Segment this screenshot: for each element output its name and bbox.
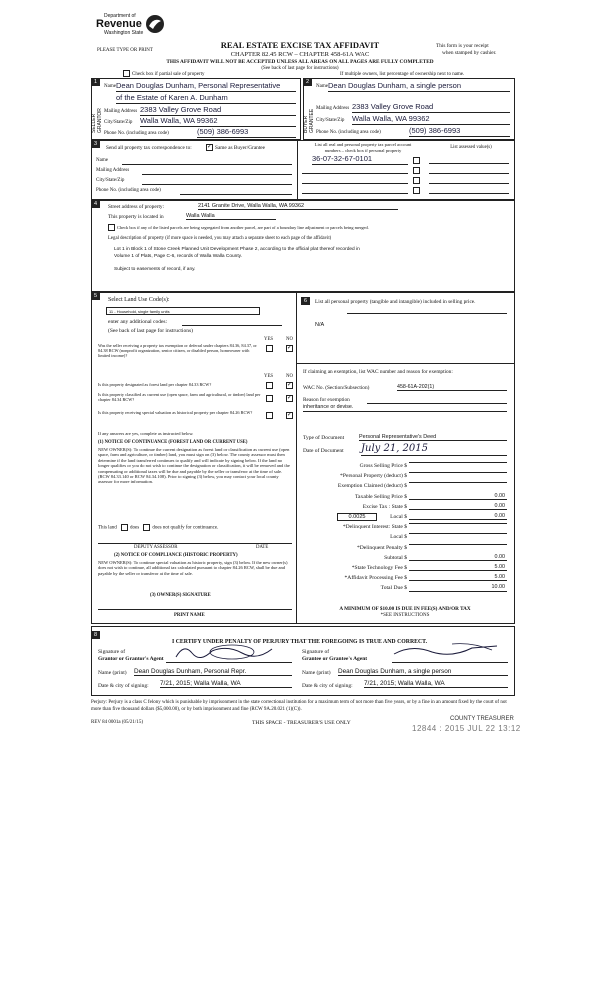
corr-mailing-label: Mailing Address (96, 168, 130, 173)
tax-row-value[interactable] (409, 462, 507, 463)
deputy-line[interactable] (98, 543, 292, 544)
tax-row-label: Gross Selling Price $ (359, 463, 407, 469)
corr-mailing-line[interactable] (142, 174, 292, 175)
local-rate-box[interactable]: 0.0025 (337, 513, 377, 521)
seller-name[interactable]: Dean Douglas Dunham, Personal Representative (116, 82, 296, 92)
owner-signature-label: (3) OWNER(S) SIGNATURE (150, 593, 211, 598)
logo-state: Washington State (104, 30, 144, 36)
grantor-sig-label: Signature of (98, 649, 126, 655)
seller-city-label: City/State/Zip (104, 120, 133, 125)
does-not-label: does not qualify for continuance. (152, 525, 219, 531)
buyer-name-label: Name (316, 84, 328, 89)
q1-no-checkbox[interactable]: ✓ (287, 345, 293, 351)
partial-sale-checkbox-row[interactable] (123, 70, 204, 78)
multiple-owners-note: If multiple owners, list percentage of ownership next to name. (340, 72, 465, 77)
grantee-date-label: Date & city of signing: (302, 683, 353, 689)
q2-yes-checkbox[interactable] (266, 382, 273, 389)
tax-row-value[interactable] (409, 533, 507, 534)
continuance-title: (1) NOTICE OF CONTINUANCE (FOREST LAND OR CURRENT USE) (98, 440, 248, 445)
assessed-header: List assessed value(s) (450, 145, 492, 150)
exemption-label: If claiming an exemption, list WAC number and reason for exemption: (303, 369, 453, 375)
section-2-number: 2 (303, 78, 312, 86)
buyer-phone-label: Phone No. (including area code) (316, 130, 381, 135)
tax-row-value[interactable]: 5.00 (409, 564, 507, 571)
tax-row-value[interactable] (409, 482, 507, 483)
see-instructions: *SEE INSTRUCTIONS (380, 613, 430, 618)
segregated-label: Check box if any of the listed parcels are being segregated from another parcel, are part of a boundary line adjustment or parcels being merged. (117, 224, 369, 230)
corr-name-label: Name (96, 158, 108, 163)
tax-row-label: Total Due $ (380, 585, 407, 592)
parcel-header-2: numbers – check box if personal property (324, 148, 402, 153)
buyer-phone[interactable]: (509) 386-6993 (409, 127, 510, 137)
grantee-signature-icon[interactable] (392, 640, 502, 662)
buyer-mailing[interactable]: 2383 Valley Grove Road (352, 103, 510, 113)
seller-name-label: Name (104, 84, 116, 89)
legal-1: Lot 1 in Block 1 of Stone Creek Planned Unit Development Phase 2, according to the official plat thereof recorded in (114, 247, 360, 252)
additional-codes-line[interactable] (182, 325, 282, 326)
treasurer-use: THIS SPACE - TREASURER'S USE ONLY (252, 720, 351, 726)
assessed-line-2[interactable] (429, 173, 509, 174)
q2-text: Is this property designated as forest land per chapter 84.33 RCW? (98, 382, 212, 387)
parcel-line-4[interactable] (302, 193, 408, 194)
parcel-3-checkbox[interactable] (413, 177, 420, 184)
land-use-see-back: (See back of last page for instructions) (108, 328, 193, 334)
this-land-label: This land (98, 525, 117, 531)
q2-no-checkbox[interactable]: ✓ (287, 382, 293, 388)
tax-row-label: Local $ (390, 534, 407, 541)
seller-mailing-label: Mailing Address (104, 109, 138, 114)
q3-yes-checkbox[interactable] (266, 395, 273, 402)
certify-text: I CERTIFY UNDER PENALTY OF PERJURY THAT THE FOREGOING IS TRUE AND CORRECT. (172, 639, 428, 645)
tax-row-value[interactable]: 0.00 (409, 554, 507, 561)
cashier-stamp: 12844 : 2015 JUL 22 13:12 (412, 724, 521, 733)
street-address[interactable]: 2141 Granite Drive, Walla Walla, WA 99362 (198, 203, 398, 210)
tax-row-value[interactable]: 0.00 (409, 493, 507, 500)
correspondence-label: Send all property tax correspondence to: (106, 145, 192, 151)
historic-title: (2) NOTICE OF COMPLIANCE (HISTORIC PROPERTY) (114, 553, 238, 558)
segregated-row[interactable] (108, 224, 369, 232)
tax-row-label: Exemption Claimed (deduct) $ (337, 483, 407, 490)
this-land-row (98, 524, 218, 531)
wac-label: WAC No. (Section/Subsection) (303, 385, 370, 391)
yes-header-1: YES (264, 337, 274, 342)
grantor-date[interactable]: 7/21, 2015; Walla Walla, WA (160, 680, 292, 688)
grantee-name-label: Name (print) (302, 670, 331, 676)
tax-row-value[interactable]: 5.00 (409, 574, 507, 581)
parcel-number[interactable]: 36-07-32-67-0101 (312, 155, 408, 165)
buyer-section (303, 78, 515, 140)
tax-row-label: *Affidavit Processing Fee $ (344, 575, 407, 582)
doc-date-label: Date of Document (303, 448, 344, 454)
section-4-number: 4 (91, 200, 100, 208)
reason-line[interactable] (367, 403, 507, 404)
doc-type-label: Type of Document (303, 435, 345, 441)
tax-row-value[interactable] (409, 523, 507, 524)
grantor-sig-line[interactable] (166, 662, 292, 663)
section-6-divider (297, 363, 514, 364)
no-header-2: NO (286, 374, 293, 379)
if-yes-note: If any answers are yes, complete as instructed below. (98, 431, 194, 436)
tax-row-value[interactable]: 0.00 (409, 513, 507, 520)
grantor-signature-icon[interactable] (172, 641, 282, 663)
section-1-number: 1 (91, 78, 100, 86)
corr-city-label: City/State/Zip (96, 178, 125, 183)
receipt-note-1: This form is your receipt (436, 43, 489, 49)
personal-property-value[interactable]: N/A (315, 322, 325, 328)
grantor-name-label: Name (print) (98, 670, 127, 676)
form-notice: THIS AFFIDAVIT WILL NOT BE ACCEPTED UNLESS ALL AREAS ON ALL PAGES ARE FULLY COMPLETED (166, 59, 434, 65)
doc-date[interactable]: July 21, 2015 (361, 443, 507, 456)
parcel-line-2[interactable] (302, 173, 408, 174)
wac-number[interactable]: 458-61A-202(1) (397, 384, 507, 391)
tax-row-value[interactable] (409, 472, 507, 473)
form-title: REAL ESTATE EXCISE TAX AFFIDAVIT (220, 40, 380, 50)
tax-row-label: Subtotal $ (384, 554, 407, 561)
corr-name-line[interactable] (122, 164, 292, 165)
corr-phone-line[interactable] (180, 194, 292, 195)
print-name-label: PRINT NAME (174, 613, 205, 618)
personal-property-section (297, 292, 515, 624)
reason-line-2[interactable] (303, 411, 507, 412)
buyer-city[interactable]: Walla Walla, WA 99362 (352, 115, 510, 125)
receipt-note-2: when stamped by cashier. (442, 50, 497, 56)
easements: Subject to easements of record, if any. (114, 267, 196, 272)
logo-mark-icon (144, 14, 166, 34)
county-treasurer: COUNTY TREASURER (450, 716, 514, 722)
q4-text: Is this property receiving special valuation as historical property per chapter 84.26 RCW? (98, 410, 253, 415)
buyer-city-label: City/State/Zip (316, 118, 345, 123)
deputy-label: DEPUTY ASSESSOR (134, 545, 178, 550)
additional-codes-label: enter any additional codes: (108, 319, 168, 325)
tax-row-label: Taxable Selling Price $ (355, 493, 407, 500)
personal-property-label: List all personal property (tangible and intangible) included in selling price. (315, 299, 476, 305)
rev-number: REV 84 0001a (05/21/15) (91, 720, 143, 725)
tax-row-label: *Personal Property (deduct) $ (340, 473, 407, 480)
assessed-line-3[interactable] (429, 183, 509, 184)
parcel-4-checkbox[interactable] (413, 187, 420, 194)
grantee-name[interactable]: Dean Douglas Dunham, a single person (338, 668, 508, 676)
property-section (91, 200, 515, 292)
seller-section (91, 78, 301, 140)
seller-side-label: SELLER GRANTOR (91, 108, 103, 133)
tax-table (297, 459, 513, 599)
same-as-buyer-row[interactable] (206, 144, 265, 152)
partial-sale-label: Check box if partial sale of property (132, 71, 205, 77)
corr-city-line[interactable] (142, 184, 292, 185)
seller-phone-label: Phone No. (including area code) (104, 131, 169, 136)
q1-text: Was the seller receiving a property tax exemption or deferral under chapters 84.36, 84.37, or 84.38 RCW (nonprofit organization, senior citizen, or disabled person, homeowner with limited income)? (98, 343, 257, 358)
exemption-reason[interactable]: inheritance or devise. (303, 404, 354, 410)
tax-row-label: Local $ (390, 514, 407, 520)
grantee-sig-label: Signature of (302, 649, 330, 655)
same-as-buyer-label: Same as Buyer/Grantee (215, 144, 266, 151)
parcel-header-1: List all real and personal property tax parcel account (314, 142, 412, 147)
section-5-number: 5 (91, 292, 100, 300)
perjury-text: Perjury: Perjury is a class C felony which is punishable by imprisonment in the state correctional institution for a maximum term of not more than five years, or by a fine in an amount fixed by the court of not more than five thousand dollars ($5,000.00), or by both imprisonment and fine (RCW 9A.20.021 (1)(C)). (91, 700, 507, 712)
personal-property-line[interactable] (347, 313, 507, 314)
located-county[interactable]: Walla Walla (186, 213, 276, 220)
form-chapter: CHAPTER 82.45 RCW – CHAPTER 458-61A WAC (230, 51, 370, 58)
tax-row-value[interactable]: 10.00 (409, 584, 507, 591)
seller-mailing[interactable]: 2383 Valley Grove Road (140, 106, 296, 116)
q3-text: Is this property classified as current use (open space, farm and agricultural, or timber) land per chapter 84.34 RCW? (98, 392, 261, 402)
yes-header-2: YES (264, 374, 274, 379)
segregated-checkbox[interactable] (108, 224, 115, 231)
same-as-buyer-checkbox[interactable]: ✓ (207, 144, 213, 150)
legal-2: Volume 1 of Plats, Page C-6, records of Walla Walla County. (114, 254, 243, 259)
reason-label: Reason for exemption (303, 397, 350, 403)
parcel-1-checkbox[interactable] (413, 157, 420, 164)
logo-dept: Department of (104, 13, 136, 19)
buyer-mailing-label: Mailing Address (316, 106, 350, 111)
tax-row-label: *Delinquent Penalty $ (356, 544, 407, 551)
doc-type[interactable]: Personal Representative's Deed (359, 434, 507, 441)
please-type: PLEASE TYPE OR PRINT (97, 48, 153, 53)
historic-text: NEW OWNER(S): To continue special valuation as historic property, sign (3) below. If the new owner(s) does not wish to continue, all additional tax calculated pursuant to chapter 84.26 RCW, shall be due and payable by the seller or transferor at the time of sale. (98, 560, 288, 576)
located-label: This property is located in (108, 214, 164, 220)
deputy-date-label: DATE (256, 545, 269, 550)
seller-phone[interactable]: (509) 386-6993 (197, 128, 296, 138)
assessed-line-1[interactable] (429, 163, 509, 164)
no-header-1: NO (286, 337, 293, 342)
does-checkbox[interactable] (121, 524, 128, 531)
legal-label: Legal description of property (if more space is needed, you may attach a separate sheet to each page of the affidavit) (108, 236, 332, 241)
section-3-number: 3 (91, 140, 100, 148)
logo-revenue: Revenue (96, 18, 142, 30)
tax-row-label: *Delinquent Interest: State $ (342, 524, 407, 531)
section-6-number: 6 (301, 297, 310, 305)
owner-signature-line[interactable] (98, 609, 292, 610)
parcel-2-checkbox[interactable] (413, 167, 420, 174)
grantee-agent-label: Grantee or Grantee's Agent (302, 656, 368, 662)
continuance-text: NEW OWNER(S): To continue the current designation as forest land or classification as current use (open space, farm and agriculture, or timber) land, you must sign on (3) below. The county assessor must then determine if the land transferred continues to qualify and will indicate by signing below. If the land no longer qualifies or you do not wish to continue the designation or classification, it will be removed and the compensating or additional taxes will be due and payable by the seller or transferor at the time of sale. (RCW 84.33.140 or RCW 84.34.108). Prior to signing (3) below, you may contact your local county assessor for more information. (98, 447, 290, 485)
does-label: does (130, 525, 140, 531)
street-label: Street address of property: (108, 204, 165, 210)
section-8-number: 8 (91, 631, 100, 639)
q4-no-checkbox[interactable]: ✓ (287, 412, 293, 418)
tax-row-label: *State Technology Fee $ (351, 565, 407, 571)
dor-logo (96, 14, 176, 44)
seller-name-2[interactable]: of the Estate of Karen A. Dunham (116, 94, 296, 104)
q3-no-checkbox[interactable]: ✓ (287, 395, 293, 401)
assessed-line-4[interactable] (429, 193, 509, 194)
grantee-sig-line[interactable] (392, 662, 508, 663)
certification-section (91, 626, 515, 696)
land-use-code-select[interactable]: 11 - Household, single family units (106, 307, 260, 315)
correspondence-section (91, 140, 515, 200)
tax-row-label: Excise Tax : State $ (362, 503, 407, 510)
land-use-label: Select Land Use Code(s): (108, 297, 170, 303)
seller-city[interactable]: Walla Walla, WA 99362 (140, 117, 296, 127)
minimum-note: A MINIMUM OF $10.00 IS DUE IN FEE(S) AND/OR TAX (339, 606, 471, 612)
tax-row-value[interactable]: 0.00 (409, 503, 507, 510)
buyer-side-label: BUYER GRANTEE (303, 108, 315, 133)
q1-yes-checkbox[interactable] (266, 345, 273, 352)
grantor-agent-label: Grantor or Grantor's Agent (98, 656, 164, 662)
corr-phone-label: Phone No. (including area code) (96, 188, 161, 193)
buyer-name[interactable]: Dean Douglas Dunham, a single person (328, 82, 510, 92)
does-not-checkbox[interactable] (143, 524, 150, 531)
parcel-line-3[interactable] (302, 183, 408, 184)
form-see-back: (See back of last page for instructions) (261, 66, 339, 71)
q4-yes-checkbox[interactable] (266, 412, 273, 419)
land-use-section (91, 292, 297, 624)
tax-row-value[interactable] (409, 544, 507, 545)
partial-sale-checkbox[interactable] (123, 70, 130, 77)
grantor-date-label: Date & city of signing: (98, 683, 149, 689)
corr-divider (297, 141, 298, 199)
grantee-date[interactable]: 7/21, 2015; Walla Walla, WA (364, 680, 508, 688)
grantor-name[interactable]: Dean Douglas Dunham, Personal Repr. (134, 668, 292, 676)
